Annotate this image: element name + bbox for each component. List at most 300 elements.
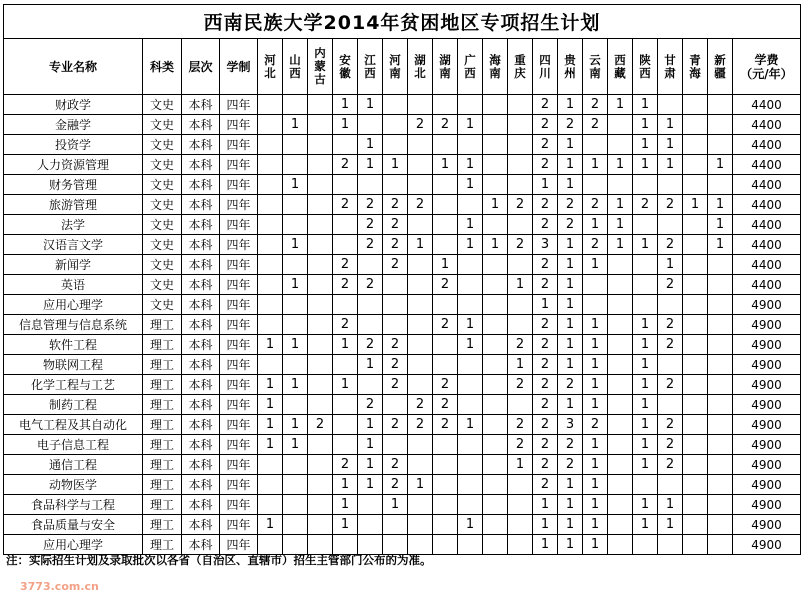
cell-count: 2 — [333, 255, 358, 275]
cell-count — [458, 395, 483, 415]
cell-count: 1 — [558, 495, 583, 515]
cell-major: 化学工程与工艺 — [4, 375, 143, 395]
cell-count — [433, 355, 458, 375]
cell-count — [333, 415, 358, 435]
cell-count: 1 — [333, 95, 358, 115]
cell-count — [408, 275, 433, 295]
cell-count — [683, 315, 708, 335]
cell-count: 2 — [408, 395, 433, 415]
cell-count — [383, 395, 408, 415]
cell-count: 1 — [558, 515, 583, 535]
cell-category: 理工 — [143, 355, 182, 375]
cell-count: 1 — [583, 475, 608, 495]
cell-level: 本科 — [182, 115, 220, 135]
cell-count: 1 — [358, 415, 383, 435]
cell-level: 本科 — [182, 395, 220, 415]
cell-count: 1 — [633, 115, 658, 135]
cell-count: 2 — [583, 415, 608, 435]
cell-count: 1 — [508, 275, 533, 295]
cell-count — [458, 195, 483, 215]
cell-count: 1 — [608, 215, 633, 235]
cell-count — [508, 535, 533, 555]
cell-count: 2 — [658, 315, 683, 335]
cell-count: 1 — [633, 415, 658, 435]
cell-count: 2 — [383, 375, 408, 395]
table-row — [4, 195, 801, 215]
cell-count — [283, 95, 308, 115]
cell-count: 1 — [333, 335, 358, 355]
cell-fee: 4400 — [733, 215, 801, 235]
cell-count: 2 — [558, 195, 583, 215]
cell-count: 2 — [633, 195, 658, 215]
cell-count — [408, 315, 433, 335]
cell-count — [308, 215, 333, 235]
cell-duration: 四年 — [220, 375, 258, 395]
cell-count — [708, 295, 733, 315]
cell-count — [608, 335, 633, 355]
cell-count — [683, 295, 708, 315]
cell-count: 2 — [558, 455, 583, 475]
cell-count — [483, 135, 508, 155]
cell-major: 法学 — [4, 215, 143, 235]
cell-count — [508, 295, 533, 315]
cell-count — [308, 395, 333, 415]
cell-count — [408, 295, 433, 315]
cell-duration: 四年 — [220, 275, 258, 295]
footnote: 注：实际招生计划及录取批次以各省（自治区、直辖市）招生主管部门公布的为准。 — [6, 553, 432, 567]
cell-count: 2 — [383, 195, 408, 215]
table-title: 西南民族大学2014年贫困地区专项招生计划 — [4, 5, 801, 39]
cell-major: 人力资源管理 — [4, 155, 143, 175]
cell-count — [508, 95, 533, 115]
cell-count — [658, 535, 683, 555]
cell-count: 2 — [383, 255, 408, 275]
cell-major: 汉语言文学 — [4, 235, 143, 255]
cell-count — [508, 495, 533, 515]
cell-count — [408, 255, 433, 275]
cell-count: 2 — [533, 335, 558, 355]
cell-count: 1 — [633, 355, 658, 375]
cell-level: 本科 — [182, 415, 220, 435]
cell-duration: 四年 — [220, 355, 258, 375]
cell-count: 1 — [258, 395, 283, 415]
cell-count — [708, 335, 733, 355]
cell-count: 1 — [258, 515, 283, 535]
cell-count: 1 — [533, 495, 558, 515]
cell-count: 2 — [508, 335, 533, 355]
cell-count — [308, 235, 333, 255]
cell-duration: 四年 — [220, 215, 258, 235]
cell-count: 1 — [583, 395, 608, 415]
cell-count — [583, 295, 608, 315]
cell-major: 软件工程 — [4, 335, 143, 355]
cell-count — [658, 95, 683, 115]
cell-count — [433, 215, 458, 235]
cell-category: 文史 — [143, 135, 182, 155]
cell-count: 1 — [583, 335, 608, 355]
cell-count — [483, 315, 508, 335]
cell-count: 1 — [358, 435, 383, 455]
cell-count — [458, 135, 483, 155]
cell-count — [608, 175, 633, 195]
cell-count: 2 — [558, 215, 583, 235]
cell-count — [308, 275, 333, 295]
cell-count — [683, 235, 708, 255]
cell-count — [608, 295, 633, 315]
cell-count — [683, 255, 708, 275]
cell-count: 1 — [508, 455, 533, 475]
cell-count: 1 — [433, 155, 458, 175]
cell-count: 1 — [458, 515, 483, 535]
cell-count — [633, 215, 658, 235]
cell-major: 投资学 — [4, 135, 143, 155]
cell-count: 2 — [658, 375, 683, 395]
cell-count — [608, 355, 633, 375]
cell-category: 理工 — [143, 535, 182, 555]
cell-category: 理工 — [143, 475, 182, 495]
cell-count — [708, 95, 733, 115]
cell-duration: 四年 — [220, 395, 258, 415]
cell-duration: 四年 — [220, 95, 258, 115]
cell-count — [683, 215, 708, 235]
cell-fee: 4400 — [733, 255, 801, 275]
table-row — [4, 355, 801, 375]
cell-count — [458, 475, 483, 495]
cell-count: 1 — [608, 155, 633, 175]
enrollment-plan-sheet — [3, 4, 801, 555]
cell-count — [433, 235, 458, 255]
cell-count — [708, 275, 733, 295]
cell-level: 本科 — [182, 455, 220, 475]
cell-category: 文史 — [143, 255, 182, 275]
cell-count — [433, 195, 458, 215]
cell-count — [683, 535, 708, 555]
cell-count — [383, 515, 408, 535]
cell-count: 2 — [433, 375, 458, 395]
cell-count — [258, 275, 283, 295]
header-province: 贵 州 — [558, 39, 583, 95]
cell-count: 1 — [483, 195, 508, 215]
cell-count — [458, 455, 483, 475]
cell-count: 1 — [533, 535, 558, 555]
cell-duration: 四年 — [220, 255, 258, 275]
cell-count — [333, 295, 358, 315]
table-row — [4, 455, 801, 475]
cell-count — [708, 355, 733, 375]
cell-count: 2 — [433, 275, 458, 295]
cell-count: 1 — [658, 495, 683, 515]
cell-count: 1 — [658, 515, 683, 535]
cell-count — [308, 515, 333, 535]
cell-count — [433, 475, 458, 495]
cell-count — [433, 135, 458, 155]
cell-count: 2 — [333, 155, 358, 175]
cell-count: 1 — [458, 415, 483, 435]
cell-count — [508, 115, 533, 135]
cell-count — [708, 135, 733, 155]
cell-count — [683, 155, 708, 175]
cell-count: 1 — [708, 195, 733, 215]
cell-count — [608, 255, 633, 275]
cell-count: 1 — [608, 95, 633, 115]
cell-count: 2 — [508, 195, 533, 215]
cell-count: 2 — [508, 235, 533, 255]
cell-major: 食品科学与工程 — [4, 495, 143, 515]
cell-count — [258, 495, 283, 515]
header-row — [4, 39, 801, 95]
cell-major: 通信工程 — [4, 455, 143, 475]
table-row — [4, 235, 801, 255]
cell-count: 2 — [508, 415, 533, 435]
table-row — [4, 435, 801, 455]
cell-count: 1 — [633, 395, 658, 415]
cell-count: 1 — [608, 195, 633, 215]
cell-count — [658, 295, 683, 315]
cell-count: 1 — [633, 235, 658, 255]
cell-count: 1 — [633, 315, 658, 335]
header-province: 重 庆 — [508, 39, 533, 95]
cell-count: 2 — [358, 335, 383, 355]
cell-count — [683, 275, 708, 295]
cell-count — [283, 475, 308, 495]
cell-fee: 4400 — [733, 115, 801, 135]
header-province: 云 南 — [583, 39, 608, 95]
cell-duration: 四年 — [220, 495, 258, 515]
cell-duration: 四年 — [220, 535, 258, 555]
cell-count: 3 — [558, 415, 583, 435]
cell-count — [308, 95, 333, 115]
cell-count: 2 — [408, 195, 433, 215]
cell-count: 1 — [583, 515, 608, 535]
cell-count — [683, 115, 708, 135]
cell-count — [408, 155, 433, 175]
cell-count — [483, 435, 508, 455]
cell-count — [358, 255, 383, 275]
cell-category: 理工 — [143, 315, 182, 335]
cell-major: 新闻学 — [4, 255, 143, 275]
cell-count — [283, 295, 308, 315]
cell-level: 本科 — [182, 255, 220, 275]
cell-count — [708, 535, 733, 555]
cell-count: 1 — [533, 515, 558, 535]
cell-count: 1 — [683, 195, 708, 215]
cell-count — [383, 135, 408, 155]
table-row — [4, 115, 801, 135]
cell-fee: 4400 — [733, 175, 801, 195]
cell-count: 1 — [633, 335, 658, 355]
cell-count: 2 — [533, 255, 558, 275]
cell-count — [658, 395, 683, 415]
cell-count: 1 — [583, 215, 608, 235]
cell-count: 1 — [583, 375, 608, 395]
cell-count: 1 — [658, 115, 683, 135]
cell-count — [408, 95, 433, 115]
cell-count — [683, 435, 708, 455]
cell-count — [683, 515, 708, 535]
cell-duration: 四年 — [220, 435, 258, 455]
cell-count: 1 — [558, 535, 583, 555]
cell-major: 电子信息工程 — [4, 435, 143, 455]
cell-count — [433, 335, 458, 355]
cell-count — [583, 135, 608, 155]
table-row — [4, 495, 801, 515]
table-row — [4, 155, 801, 175]
cell-count — [483, 335, 508, 355]
cell-count: 1 — [333, 515, 358, 535]
cell-count: 2 — [383, 455, 408, 475]
header-province: 安 徽 — [333, 39, 358, 95]
cell-count: 2 — [533, 135, 558, 155]
cell-count: 1 — [358, 135, 383, 155]
cell-count — [383, 275, 408, 295]
table-row — [4, 515, 801, 535]
cell-count: 1 — [533, 295, 558, 315]
cell-count: 1 — [658, 155, 683, 175]
cell-count — [633, 255, 658, 275]
cell-major: 电气工程及其自动化 — [4, 415, 143, 435]
cell-count: 1 — [633, 495, 658, 515]
cell-count: 2 — [558, 115, 583, 135]
header-province: 陕 西 — [633, 39, 658, 95]
table-row — [4, 335, 801, 355]
cell-duration: 四年 — [220, 295, 258, 315]
cell-count — [658, 475, 683, 495]
cell-count: 2 — [533, 315, 558, 335]
cell-count: 1 — [358, 455, 383, 475]
header-province: 广 西 — [458, 39, 483, 95]
cell-count — [708, 455, 733, 475]
cell-level: 本科 — [182, 155, 220, 175]
cell-count: 2 — [333, 195, 358, 215]
cell-count: 1 — [558, 355, 583, 375]
cell-count: 1 — [583, 435, 608, 455]
cell-count — [283, 215, 308, 235]
cell-count — [258, 95, 283, 115]
header-province: 河 南 — [383, 39, 408, 95]
cell-count: 2 — [433, 115, 458, 135]
cell-count — [333, 135, 358, 155]
table-body — [4, 95, 801, 555]
cell-major: 金融学 — [4, 115, 143, 135]
enrollment-plan-table — [3, 4, 801, 555]
cell-count — [608, 375, 633, 395]
cell-count — [408, 355, 433, 375]
cell-level: 本科 — [182, 275, 220, 295]
cell-count — [258, 155, 283, 175]
cell-count — [508, 515, 533, 535]
cell-count — [608, 495, 633, 515]
cell-count — [683, 95, 708, 115]
cell-count: 2 — [658, 195, 683, 215]
cell-count — [508, 135, 533, 155]
cell-major: 旅游管理 — [4, 195, 143, 215]
cell-count — [433, 455, 458, 475]
cell-count — [283, 455, 308, 475]
cell-count — [408, 455, 433, 475]
cell-count: 2 — [658, 235, 683, 255]
cell-count: 1 — [558, 175, 583, 195]
cell-fee: 4400 — [733, 275, 801, 295]
cell-count — [333, 395, 358, 415]
cell-count: 1 — [358, 155, 383, 175]
cell-count: 1 — [583, 495, 608, 515]
cell-count — [458, 535, 483, 555]
cell-count: 1 — [283, 275, 308, 295]
cell-count — [483, 455, 508, 475]
cell-count: 1 — [583, 535, 608, 555]
cell-level: 本科 — [182, 335, 220, 355]
cell-count — [308, 195, 333, 215]
cell-count — [408, 335, 433, 355]
cell-duration: 四年 — [220, 455, 258, 475]
cell-count — [283, 515, 308, 535]
cell-fee: 4900 — [733, 535, 801, 555]
cell-count — [483, 355, 508, 375]
cell-level: 本科 — [182, 375, 220, 395]
cell-category: 文史 — [143, 235, 182, 255]
cell-count — [258, 135, 283, 155]
cell-category: 理工 — [143, 515, 182, 535]
cell-count: 1 — [433, 255, 458, 275]
cell-count: 1 — [633, 515, 658, 535]
table-row — [4, 95, 801, 115]
cell-category: 文史 — [143, 215, 182, 235]
cell-major: 财务管理 — [4, 175, 143, 195]
cell-count — [408, 515, 433, 535]
cell-count — [483, 295, 508, 315]
cell-category: 理工 — [143, 415, 182, 435]
cell-count — [708, 175, 733, 195]
cell-count — [458, 435, 483, 455]
cell-count — [308, 435, 333, 455]
cell-count — [633, 295, 658, 315]
cell-fee: 4900 — [733, 335, 801, 355]
table-row — [4, 215, 801, 235]
cell-count — [333, 175, 358, 195]
cell-duration: 四年 — [220, 155, 258, 175]
cell-count — [308, 355, 333, 375]
cell-count — [608, 115, 633, 135]
cell-count — [608, 535, 633, 555]
cell-count: 1 — [708, 155, 733, 175]
cell-fee: 4900 — [733, 415, 801, 435]
cell-count: 2 — [383, 235, 408, 255]
cell-count: 2 — [533, 375, 558, 395]
cell-count — [383, 175, 408, 195]
cell-count — [308, 455, 333, 475]
cell-count — [358, 115, 383, 135]
cell-count — [333, 355, 358, 375]
cell-count — [308, 315, 333, 335]
cell-level: 本科 — [182, 435, 220, 455]
cell-count — [258, 295, 283, 315]
cell-count: 1 — [283, 435, 308, 455]
cell-count — [683, 455, 708, 475]
cell-category: 理工 — [143, 395, 182, 415]
cell-count: 2 — [583, 95, 608, 115]
header-province: 湖 北 — [408, 39, 433, 95]
cell-count — [683, 415, 708, 435]
cell-count — [508, 475, 533, 495]
cell-count: 2 — [433, 395, 458, 415]
cell-count — [358, 495, 383, 515]
cell-fee: 4900 — [733, 395, 801, 415]
cell-count — [283, 495, 308, 515]
cell-count — [283, 135, 308, 155]
cell-count — [508, 175, 533, 195]
cell-count: 1 — [333, 375, 358, 395]
cell-count — [458, 295, 483, 315]
